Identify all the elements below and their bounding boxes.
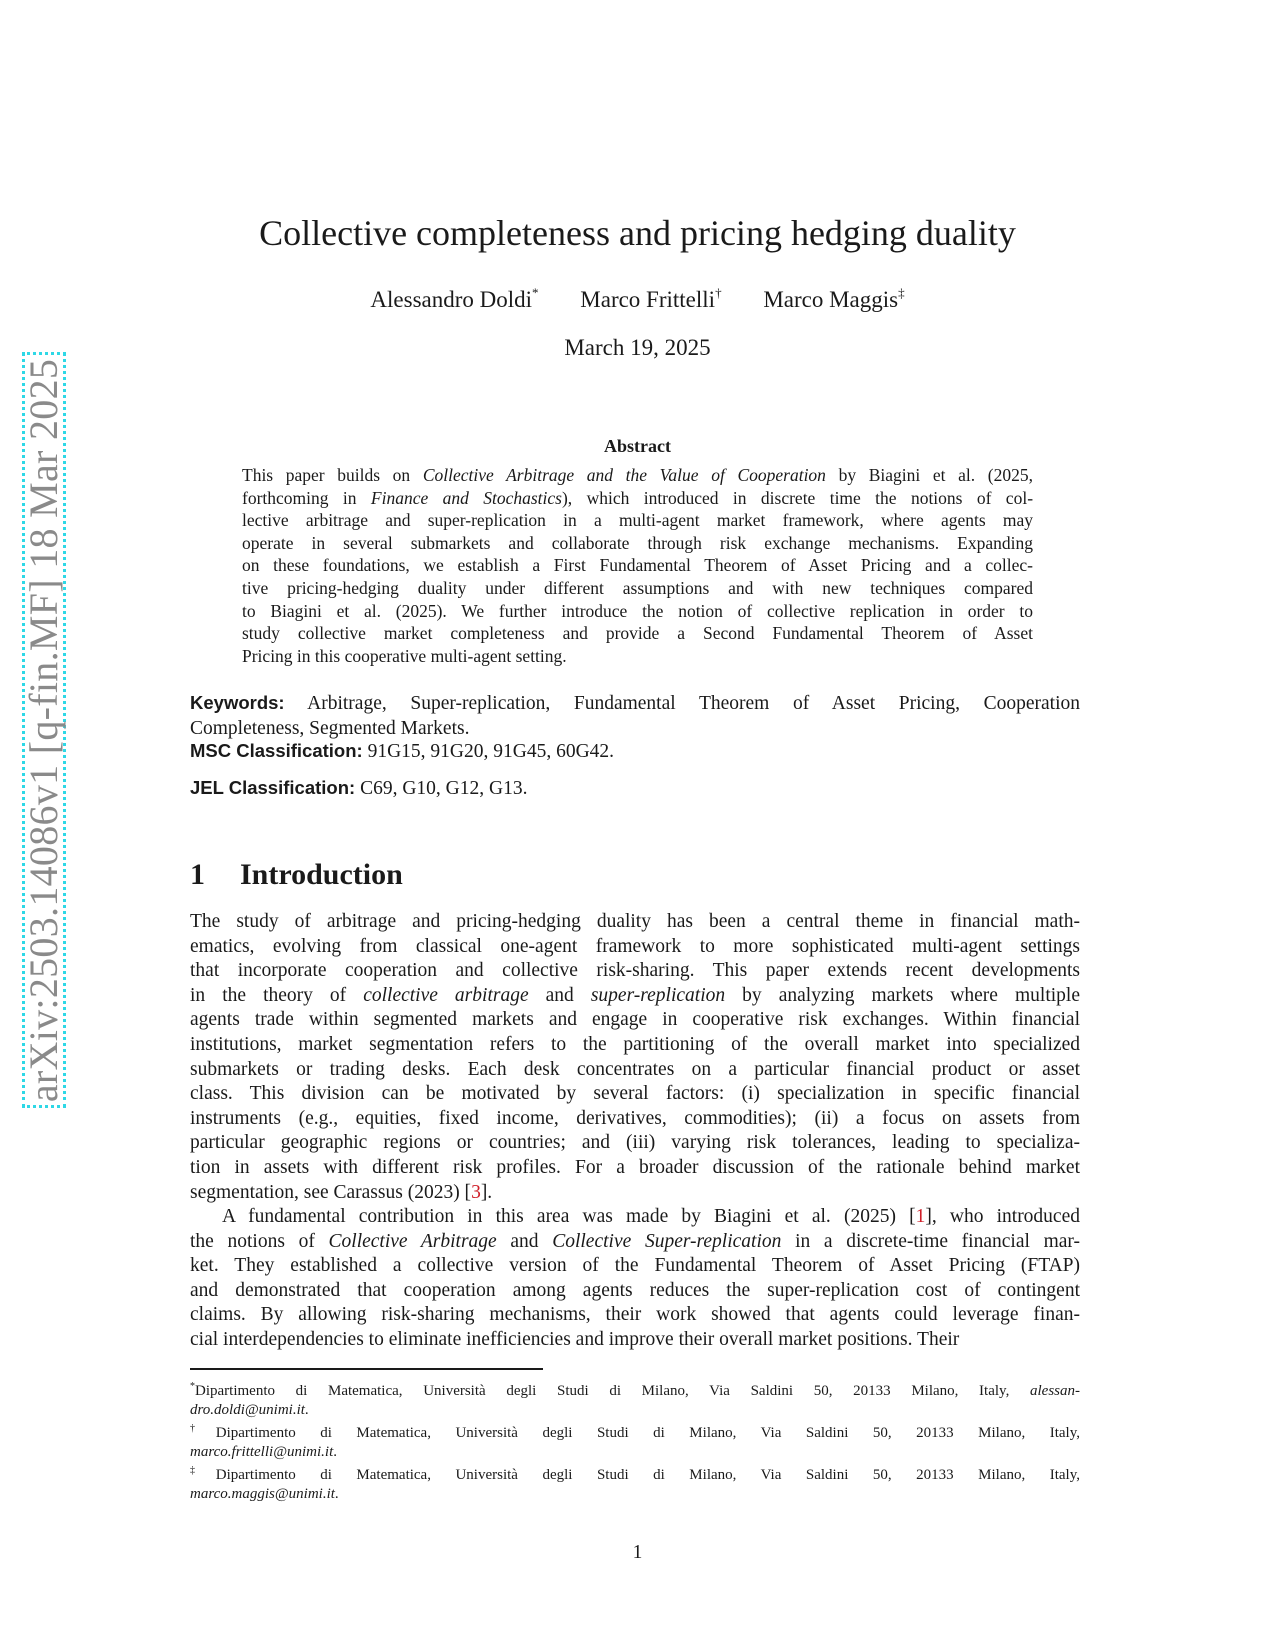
text-run: Pricing in this cooperative multi-agent setting.	[242, 645, 567, 666]
author-3	[763, 287, 904, 312]
emphasis-text: Collective Super-replication	[552, 1230, 782, 1252]
author-list	[0, 285, 1275, 313]
text-line	[190, 1328, 1080, 1353]
text-line	[190, 1008, 1080, 1033]
text-run: submarkets or trading desks. Each desk concentrates on a particular financial product or asset	[190, 1058, 1080, 1080]
text-run: ), which introduced in discrete time the notions of col-	[561, 487, 1034, 508]
section-title: Introduction	[240, 858, 403, 891]
text-line	[190, 1131, 1080, 1156]
text-line	[190, 1058, 1080, 1083]
text-line	[242, 554, 1033, 577]
text-run: ], who introduced	[925, 1206, 1080, 1227]
footnote-rule	[190, 1368, 543, 1370]
abstract-body	[242, 464, 1033, 667]
footnote-punct: .	[334, 1485, 339, 1502]
footnote-text: Dipartimento di Matematica, Università degli Studi di Milano, Via Saldini 50, 20133 Milano, Italy,	[215, 1467, 1080, 1483]
text-run: and	[496, 1230, 553, 1252]
footnote-3	[190, 1462, 1080, 1503]
text-run: tion in assets with different risk profiles. For a broader discussion of the rationale behind market	[190, 1156, 1080, 1178]
text-line	[190, 1303, 1080, 1328]
author-2	[580, 287, 721, 312]
intro-paragraph-1	[190, 910, 1080, 1205]
footnote-mark: ‡	[190, 1465, 216, 1476]
citation-link[interactable]: 3	[471, 1181, 481, 1203]
abstract-heading: Abstract	[604, 436, 671, 456]
text-line	[190, 1254, 1080, 1279]
text-run: ematics, evolving from classical one-agent framework to more sophisticated multi-agent settings	[190, 935, 1080, 957]
text-run: the notions of	[190, 1230, 329, 1252]
emphasis-text: collective arbitrage	[363, 984, 529, 1006]
emphasis-text: Collective Arbitrage	[328, 1230, 497, 1252]
text-run: by Biagini et al. (2025,	[825, 465, 1033, 485]
text-run: claims. By allowing risk-sharing mechanisms, their work showed that agents could leverage finan-	[190, 1304, 1080, 1326]
jel-value: C69, G10, G12, G13.	[355, 778, 528, 799]
footnote-text: Dipartimento di Matematica, Università degli Studi di Milano, Via Saldini 50, 20133 Milano, Italy,	[215, 1425, 1080, 1441]
text-line	[242, 645, 1033, 668]
text-line	[190, 1205, 1080, 1230]
footnote-email[interactable]: marco.maggis@unimi.it	[190, 1485, 335, 1502]
text-line	[190, 984, 1080, 1009]
footnote-2	[190, 1420, 1080, 1461]
text-line	[242, 622, 1033, 645]
text-run: and demonstrated that cooperation among agents reduces the super-replication cost of contingent	[190, 1279, 1080, 1301]
text-run: operate in several submarkets and collaborate through risk exchange mechanisms. Expanding	[242, 532, 1033, 553]
text-run: by analyzing markets where multiple	[725, 984, 1080, 1006]
author-name: Alessandro Doldi	[370, 287, 533, 312]
msc-classification	[190, 738, 1080, 764]
paper-date: March 19, 2025	[564, 335, 711, 360]
page-number: 1	[632, 1542, 643, 1563]
footnote-text: Dipartimento di Matematica, Università degli Studi di Milano, Via Saldini 50, 20133 Milano, Italy,	[195, 1383, 1030, 1399]
text-run: institutions, market segmentation refers to the partitioning of the overall market into specialized	[190, 1033, 1080, 1055]
text-line	[190, 1156, 1080, 1181]
text-run: This paper builds on	[242, 465, 423, 485]
msc-value: 91G15, 91G20, 91G45, 60G42.	[362, 741, 615, 762]
emphasis-text: Finance and Stochastics	[370, 487, 562, 508]
text-line	[190, 1181, 1080, 1206]
author-name: Marco Frittelli	[580, 287, 716, 312]
text-line	[190, 959, 1080, 984]
emphasis-text: super-replication	[590, 984, 726, 1006]
author-footnote-mark[interactable]: †	[715, 285, 722, 300]
text-line	[190, 1279, 1080, 1304]
text-run: that incorporate cooperation and collective risk-sharing. This paper extends recent developments	[190, 960, 1080, 982]
footnote-mark: *	[190, 1381, 195, 1392]
keywords-label: Keywords:	[190, 692, 285, 713]
intro-paragraph-2	[190, 1205, 1080, 1353]
author-footnote-mark[interactable]: ‡	[898, 285, 905, 300]
text-line	[190, 1033, 1080, 1058]
keywords-line-1: Arbitrage, Super-replication, Fundamental Theorem of Asset Pricing, Cooperation	[284, 693, 1080, 714]
text-run: forthcoming in	[242, 487, 371, 508]
text-run: instruments (e.g., equities, fixed income, derivatives, commodities); (ii) a focus on assets from	[190, 1107, 1080, 1129]
text-line	[190, 1230, 1080, 1255]
text-line	[242, 487, 1033, 510]
text-line	[190, 935, 1080, 960]
citation-link[interactable]: 1	[915, 1206, 926, 1227]
text-run: study collective market completeness and provide a Second Fundamental Theorem of Asset	[242, 623, 1033, 644]
footnote-email[interactable]: dro.doldi@unimi.it	[190, 1401, 305, 1418]
text-line	[242, 577, 1033, 600]
text-run: particular geographic regions or countries; and (iii) varying risk tolerances, leading to specializa-	[190, 1132, 1080, 1154]
text-run: segmentation, see Carassus (2023) [	[190, 1181, 472, 1203]
footnotes	[190, 1378, 1080, 1504]
text-run: in the theory of	[190, 984, 364, 1006]
text-line	[190, 1107, 1080, 1132]
footnote-1	[190, 1378, 1080, 1419]
text-line	[242, 509, 1033, 532]
text-run: A fundamental contribution in this area was made by Biagini et al. (2025) [	[222, 1206, 916, 1227]
text-run: class. This division can be motivated by several factors: (i) specialization in specific financial	[190, 1083, 1080, 1105]
arxiv-id[interactable]: arXiv:2503.14086v1 [q-fin.MF] 18 Mar 2025	[21, 358, 67, 1102]
author-name: Marco Maggis	[763, 287, 899, 312]
text-run: on these foundations, we establish a First Fundamental Theorem of Asset Pricing and a collec-	[242, 555, 1033, 576]
text-run: tive pricing-hedging duality under different assumptions and with new techniques compared	[242, 577, 1033, 598]
text-run: and	[528, 984, 591, 1006]
emphasis-text: Collective Arbitrage and the Value of Cooperation	[422, 465, 826, 485]
text-run: to Biagini et al. (2025). We further introduce the notion of collective replication in order to	[242, 600, 1033, 621]
author-footnote-mark[interactable]: *	[532, 285, 539, 300]
keywords-line-2: Completeness, Segmented Markets.	[190, 718, 470, 739]
text-line	[242, 532, 1033, 555]
section-number: 1	[190, 858, 205, 891]
text-line	[190, 910, 1080, 935]
jel-label: JEL Classification:	[190, 777, 356, 798]
text-run: agents trade within segmented markets and engage in cooperative risk exchanges. Within financial	[190, 1009, 1080, 1031]
text-run: cial interdependencies to eliminate inefficiencies and improve their overall market positions. Their	[190, 1328, 960, 1350]
text-run: lective arbitrage and super-replication in a multi-agent market framework, where agents may	[242, 510, 1033, 531]
text-line	[242, 464, 1033, 487]
footnote-mark: †	[190, 1423, 216, 1434]
text-line	[190, 1082, 1080, 1107]
msc-label: MSC Classification:	[190, 740, 363, 761]
text-run: ].	[480, 1181, 493, 1203]
footnote-email-start[interactable]: alessan-	[1030, 1383, 1080, 1399]
arxiv-stamp	[22, 352, 66, 1108]
section-heading-introduction	[190, 858, 403, 892]
jel-classification	[190, 775, 1080, 801]
author-1	[370, 287, 538, 312]
text-run: ket. They established a collective version of the Fundamental Theorem of Asset Pricing (FTAP)	[190, 1255, 1080, 1277]
footnote-punct: .	[333, 1443, 337, 1460]
footnote-punct: .	[304, 1401, 309, 1418]
text-line	[242, 600, 1033, 623]
text-run: in a discrete-time financial mar-	[781, 1230, 1080, 1252]
paper-title: Collective completeness and pricing hedging duality	[259, 213, 1016, 253]
keywords	[190, 690, 1080, 741]
footnote-email[interactable]: marco.frittelli@unimi.it	[190, 1443, 334, 1460]
text-run: The study of arbitrage and pricing-hedging duality has been a central theme in financial math-	[190, 911, 1080, 932]
